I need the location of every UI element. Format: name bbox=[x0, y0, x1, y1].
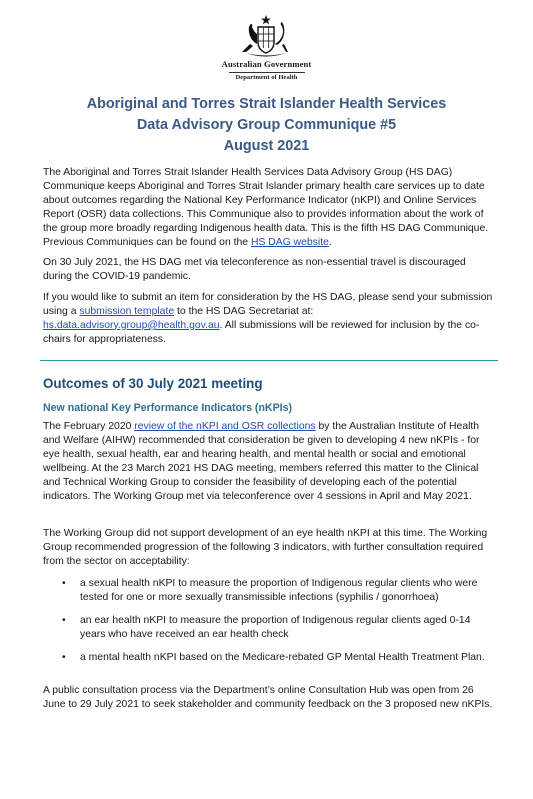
header-rule bbox=[229, 72, 305, 73]
intro-paragraph-1 bbox=[43, 166, 493, 249]
department-name: Department of Health bbox=[235, 74, 298, 81]
outcomes-paragraph-3: A public consultation process via the Department’s online Consultation Hub was open from 26 June to 29 July 2021 to seek stakeholder and community feedback on the 3 proposed new nKPIs. bbox=[43, 685, 493, 710]
intro-paragraph-2: On 30 July 2021, the HS DAG met via teleconference as non-essential travel is discouraged during the COVID-19 pandemic. bbox=[43, 257, 466, 282]
nkpi-subheading: New national Key Performance Indicators (nKPIs) bbox=[43, 402, 293, 414]
bullet-icon: • bbox=[62, 578, 66, 589]
list-item-text: an ear health nKPI to measure the proportion of Indigenous regular clients aged 0-14 years who have received an ear health check bbox=[80, 615, 471, 640]
intro-paragraph-3 bbox=[43, 291, 493, 347]
outcomes-paragraph-2: The Working Group did not support development of an eye health nKPI at this time. The Working Group recommended progression of the following 3 indicators, with further consultation required from the sector on acceptability: bbox=[43, 528, 488, 567]
page-title-line-2: Data Advisory Group Communique #5 bbox=[136, 117, 397, 133]
nkpi-review-link[interactable]: review of the nKPI and OSR collections bbox=[134, 421, 316, 432]
government-name: Australian Government bbox=[221, 59, 312, 69]
outcomes-heading: Outcomes of 30 July 2021 meeting bbox=[43, 376, 263, 391]
hs-dag-website-link[interactable]: HS DAG website bbox=[250, 236, 329, 248]
list-item-text: a mental health nKPI based on the Medicare-rebated GP Mental Health Treatment Plan. bbox=[80, 652, 485, 663]
bullet-icon: • bbox=[62, 652, 66, 663]
secretariat-email-link[interactable]: hs.data.advisory.group@health.gov.au bbox=[43, 319, 220, 331]
section-divider bbox=[40, 360, 498, 361]
page-title-date: August 2021 bbox=[223, 138, 310, 154]
intro-paragraph-3-a: If you would like to submit an item for consideration by the HS DAG, please send your submission using a bbox=[43, 292, 493, 317]
page-title-line-1: Aboriginal and Torres Strait Islander Health Services bbox=[86, 96, 447, 112]
list-item-text: a sexual health nKPI to measure the proportion of Indigenous regular clients who were tested for one or more sexually transmissible infections (syphilis / gonorrhoea) bbox=[80, 578, 478, 603]
outcomes-paragraph-1-b: by the Australian Institute of Health and Welfare (AIHW) recommended that consideration be given to developing 4 new nKPIs - for eye health, sexual health, ear and hearing health, and mental health or social and emotional wellbeing. At the 23 March 2021 HS DAG meeting, members referred this matter to the Clinical and Technical Working Group to consider the feasibility of developing each of the potential indicators. The Working Group met via teleconference over 4 sessions in April and May 2021. bbox=[43, 421, 480, 502]
outcomes-paragraph-1 bbox=[43, 420, 493, 503]
intro-paragraph-3-b: to the HS DAG Secretariat at: bbox=[174, 305, 314, 317]
intro-paragraph-1-text: The Aboriginal and Torres Strait Islander Health Services Data Advisory Group (HS DAG) Communique keeps Aboriginal and Torres Strait Islander primary health care services up to date about outcomes regarding the National Key Performance Indicator (nKPI) and Online Services Report (OSR) data collections. This Communique also to provides information about the work of the group more broadly regarding Indigenous health data. This is the fifth HS DAG Communique. Previous Communiques can be found on the bbox=[43, 167, 489, 248]
intro-paragraph-3-c: . All submissions will be reviewed for inclusion by the co-chairs for appropriateness. bbox=[43, 319, 480, 345]
submission-template-link[interactable]: submission template bbox=[79, 305, 175, 317]
intro-paragraph-1-end: . bbox=[328, 236, 332, 248]
coat-of-arms-icon bbox=[236, 14, 296, 60]
outcomes-paragraph-1-a: The February 2020 bbox=[43, 421, 135, 432]
bullet-icon: • bbox=[62, 615, 66, 626]
